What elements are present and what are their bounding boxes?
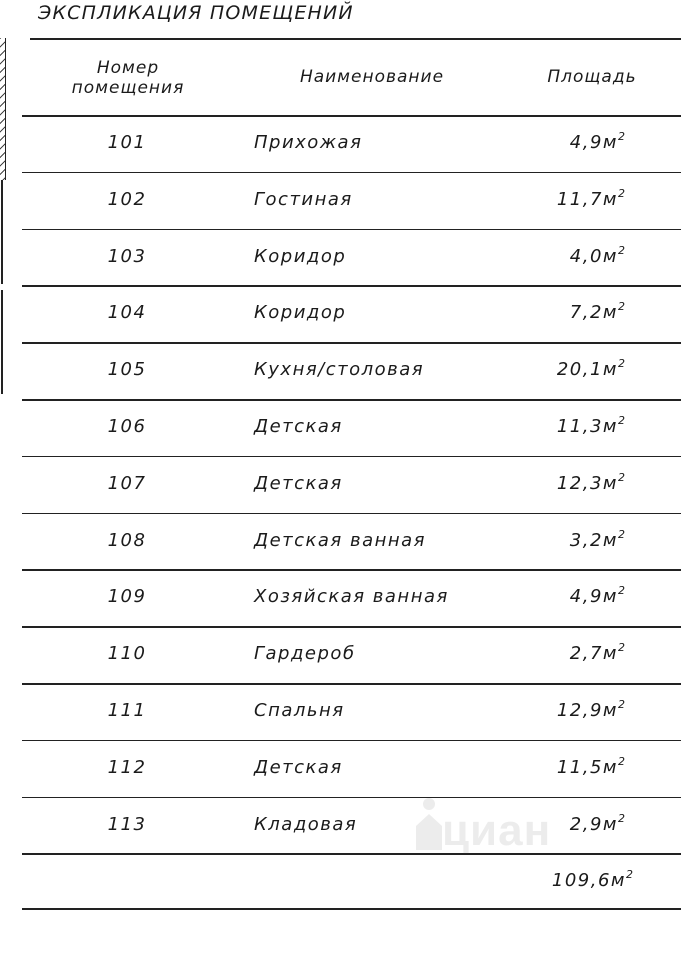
- room-area-value: 11,3м: [556, 416, 618, 437]
- table-row: [22, 740, 681, 796]
- room-area-value: 4,0м: [569, 245, 618, 267]
- room-area-unit-exponent: 2: [618, 357, 625, 371]
- header-room-number-line1: Номер: [96, 58, 160, 78]
- room-area-unit-exponent: 2: [618, 584, 625, 598]
- room-area: [570, 115, 625, 171]
- table-row: [22, 342, 681, 398]
- table-row: [22, 285, 681, 341]
- table-row: [22, 172, 681, 228]
- room-area-value: 4,9м: [569, 586, 618, 608]
- room-area-value: 20,1м: [556, 359, 618, 381]
- wall-line-fragment-lower: [0, 290, 3, 394]
- document-title: ЭКСПЛИКАЦИЯ ПОМЕЩЕНИЙ: [38, 2, 354, 24]
- table-row: [22, 513, 681, 569]
- watermark-text: циан: [442, 806, 552, 855]
- room-number: 108: [107, 529, 147, 551]
- room-area-value: 7,2м: [569, 302, 618, 324]
- room-area-value: 2,9м: [569, 813, 618, 835]
- total-area-unit-exponent: 2: [626, 868, 633, 881]
- table-row: [22, 797, 681, 853]
- room-area-unit-exponent: 2: [618, 641, 625, 655]
- room-number: 104: [107, 302, 147, 324]
- room-name: Детская: [254, 756, 343, 778]
- room-area: [557, 172, 625, 228]
- room-area: [570, 229, 625, 285]
- table-row: [22, 399, 681, 455]
- room-area-value: 12,3м: [556, 472, 618, 494]
- room-area-value: 3,2м: [569, 529, 618, 551]
- room-area-unit-exponent: 2: [618, 470, 625, 484]
- room-name: Хозяйская ванная: [254, 586, 449, 608]
- room-number: 111: [107, 700, 147, 721]
- room-name: Коридор: [254, 245, 347, 267]
- header-room-name: Наименование: [299, 67, 445, 87]
- room-name: Прихожая: [254, 132, 363, 153]
- total-area: [552, 853, 633, 909]
- room-area-unit-exponent: 2: [618, 754, 625, 768]
- room-name: Спальня: [254, 700, 345, 721]
- room-name: Детская: [254, 416, 343, 437]
- room-area-value: 4,9м: [569, 132, 618, 153]
- room-area-unit-exponent: 2: [618, 698, 625, 711]
- room-number: 105: [107, 359, 147, 381]
- room-area: [570, 797, 625, 853]
- table-bottom-rule: [22, 908, 681, 910]
- total-row: [22, 853, 681, 909]
- room-number: 113: [107, 813, 147, 835]
- room-name: Гостиная: [254, 188, 353, 210]
- room-area-value: 11,7м: [556, 188, 618, 210]
- wall-hatch-fragment: [0, 38, 6, 180]
- room-area: [557, 456, 625, 512]
- room-area: [570, 569, 625, 625]
- header-room-number-line2: помещения: [71, 78, 185, 98]
- table-row: [22, 456, 681, 512]
- table-row: [22, 115, 681, 171]
- room-area-unit-exponent: 2: [618, 527, 625, 541]
- room-name: Коридор: [254, 302, 347, 324]
- room-number: 112: [107, 756, 147, 778]
- room-area: [570, 513, 625, 569]
- table-row: [22, 229, 681, 285]
- wall-line-fragment: [0, 180, 3, 284]
- room-name: Кладовая: [254, 813, 358, 835]
- room-area: [557, 740, 625, 796]
- room-number: 101: [107, 132, 147, 153]
- room-number: 106: [107, 416, 147, 437]
- room-number: 103: [107, 245, 147, 267]
- room-area-unit-exponent: 2: [618, 243, 625, 257]
- room-area: [570, 626, 625, 682]
- total-area-value: 109,6м: [551, 870, 626, 891]
- room-number: 110: [107, 643, 147, 665]
- table-row: [22, 626, 681, 682]
- room-number: 102: [107, 188, 147, 210]
- room-area-unit-exponent: 2: [618, 811, 625, 825]
- table-row: [22, 569, 681, 625]
- room-area-unit-exponent: 2: [618, 414, 625, 427]
- room-area: [557, 683, 625, 739]
- room-number: 109: [107, 586, 147, 608]
- room-area: [557, 399, 625, 455]
- header-room-area: Площадь: [547, 67, 637, 87]
- room-name: Гардероб: [254, 643, 356, 665]
- room-area: [570, 285, 625, 341]
- table-row: [22, 683, 681, 739]
- room-area-value: 12,9м: [556, 700, 618, 721]
- room-area: [557, 342, 625, 398]
- room-name: Детская: [254, 472, 343, 494]
- room-area-unit-exponent: 2: [618, 186, 625, 200]
- room-name: Кухня/столовая: [254, 359, 425, 381]
- room-name: Детская ванная: [254, 529, 427, 551]
- room-area-unit-exponent: 2: [618, 130, 625, 143]
- room-area-value: 11,5м: [556, 756, 618, 778]
- room-number: 107: [107, 472, 147, 494]
- table-header: [22, 38, 681, 115]
- room-area-unit-exponent: 2: [618, 300, 625, 314]
- room-area-value: 2,7м: [569, 643, 618, 665]
- header-room-number: [58, 58, 198, 98]
